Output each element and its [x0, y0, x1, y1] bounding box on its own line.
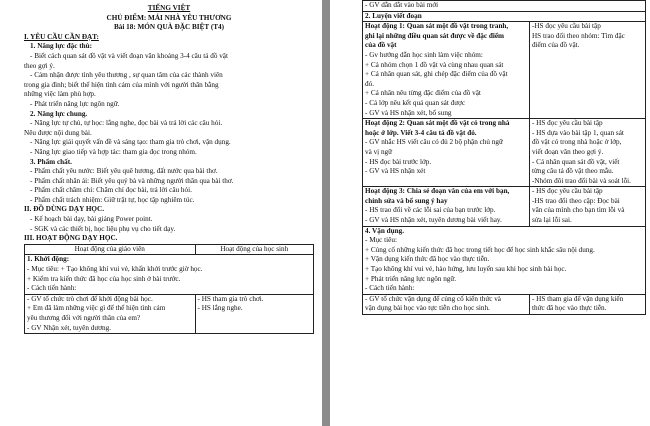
- text-line: - Phẩm chất chăm chỉ: Chăm chỉ đọc bài, trả lời câu hỏi.: [30, 186, 192, 195]
- cell-line: - Mục tiêu: + Tạo không khí vui vẻ, khấn khởi trước giờ học.: [27, 265, 203, 274]
- cell-line: + Cả nhóm chọn 1 đồ vật và cùng nhau quan sát: [365, 60, 504, 69]
- teacher-cell: [363, 119, 530, 187]
- table-header-row: [25, 244, 314, 255]
- student-cell: [529, 119, 645, 187]
- text-line: Nêu được nội dung bài.: [24, 128, 92, 137]
- left-lesson-table: [24, 244, 314, 334]
- cell-line: điểm của đồ vật.: [531, 41, 580, 50]
- cell-line: 4. Vận dụng.: [365, 226, 405, 235]
- cell-line: - HS tham gia để vận dụng kiến: [531, 294, 624, 303]
- text-line: III. HOẠT ĐỘNG DẠY HỌC.: [24, 234, 118, 243]
- text-line: Bài 18: MÓN QUÀ ĐẶC BIỆT (T4): [113, 23, 225, 32]
- cell-line: - GV và HS nhận xét, tuyên dương bài viết hay.: [365, 216, 502, 225]
- cell-line: -Nhóm đôi trao đổi bài và soát lỗi.: [531, 176, 631, 185]
- cell-line: - Mục tiêu:: [365, 236, 397, 245]
- table-row: [363, 226, 646, 294]
- cell-line: 1. Khởi động:: [27, 255, 70, 264]
- table-row: [25, 294, 314, 333]
- cell-line: -HS đọc yêu cầu bài tập: [531, 22, 601, 31]
- cell-line: thức đã học vào thực tiễn.: [531, 304, 607, 313]
- table-row: [363, 294, 646, 314]
- table-row: [363, 119, 646, 187]
- text-line: - Biết cách quan sát đồ vật và viết đoạn văn khoảng 3-4 câu tả đồ vật: [30, 51, 228, 60]
- cell-line: + Vận dụng kiến thức đã học vào thực tiễn.: [365, 255, 490, 264]
- table-row: [25, 255, 314, 294]
- cell-line: - GV Nhận xét, tuyên dương.: [27, 323, 112, 332]
- text-line: - Kế hoạch bài dạy, bài giảng Power point.: [30, 215, 153, 224]
- cell-line: - Cá nhân quan sát đồ vật, viết: [531, 157, 620, 166]
- header-teacher: Hoạt động của giáo viên: [25, 244, 196, 255]
- cell-line: - HS đọc yêu cầu bài tập: [531, 187, 603, 196]
- text-line: những việc làm phù hợp.: [24, 90, 96, 99]
- cell-line: - HS đọc bài trước lớp.: [365, 157, 432, 166]
- cell-line: + Cá nhân quan sát, ghi chép đặc điểm của đồ vật: [365, 70, 508, 79]
- cell-line: hoặc ở lớp. Viết 3-4 câu tả đồ vật đó.: [365, 128, 477, 137]
- cell-line: + Em đã làm những việc gì để thể hiện tình cảm: [27, 304, 166, 313]
- text-line: - Năng lực tự chủ, tự học: lắng nghe, đọc bài và trả lời các câu hỏi.: [30, 119, 223, 128]
- cell-line: viết đoạn văn theo gợi ý.: [531, 147, 604, 156]
- text-line: TIẾNG VIỆT: [147, 4, 191, 12]
- text-line: I. YÊU CẦU CẦN ĐẠT:: [24, 32, 99, 41]
- cell-line: từng câu tả đồ vật theo mẫu.: [531, 167, 614, 176]
- text-line: - Cảm nhận được tình yêu thương , sự quan tâm của các thành viên: [30, 71, 223, 80]
- cell-line: - GV dẫn dắt vào bài mới: [365, 1, 439, 9]
- cell-line: - GV và HS nhận xét: [365, 167, 426, 176]
- cell-line: đồ vật có trong nhà hoặc ở lớp,: [531, 138, 622, 147]
- cell-line: - Gv hướng dẫn học sinh làm việc nhóm:: [365, 50, 483, 59]
- cell-line: - Cả lớp nêu kết quả quan sát được: [365, 98, 466, 107]
- table-row: [363, 187, 646, 226]
- cell-line: -HS trao đổi theo cặp: Đọc bài: [531, 196, 620, 205]
- cell-line: HS trao đổi theo nhóm: Tìm đặc: [531, 31, 625, 40]
- cell-line: - GV tổ chức vận dụng để củng cố kiến thức và: [365, 294, 501, 303]
- cell-line: đó.: [365, 79, 374, 88]
- cell-line: + Kiểm tra kiến thức đã học của học sinh ở bài trước.: [27, 274, 181, 283]
- left-page: [0, 0, 322, 426]
- cell-line: - HS lắng nghe.: [197, 304, 243, 313]
- cell-line: - GV tổ chức trò chơi để khởi động bài học.: [27, 294, 153, 303]
- text-line: theo gợi ý.: [24, 61, 55, 70]
- teacher-cell: [25, 255, 314, 294]
- right-lesson-table: [362, 0, 646, 315]
- cell-line: + Cá nhân nêu từng đặc điểm của đồ vật: [365, 89, 481, 98]
- cell-line: - Cách tiến hành:: [365, 284, 415, 293]
- student-cell: [529, 294, 645, 314]
- cell-line: chỉnh sửa và bổ sung ý hay: [365, 196, 448, 205]
- cell-line: + Củng cố những kiến thức đã học trong tiết học để học sinh khắc sâu nội dung.: [365, 245, 595, 254]
- text-line: 2. Năng lực chung.: [30, 109, 88, 118]
- text-line: - Năng lực giải quyết vấn đề và sáng tạo: tham gia trò chơi, vận dụng.: [30, 138, 231, 147]
- text-line: - Phẩm chất yêu nước: Biết yêu quê hương, đất nước qua bài thơ.: [30, 167, 218, 176]
- header-student: Hoạt động của học sinh: [195, 244, 314, 255]
- teacher-cell: [363, 294, 530, 314]
- cell-line: - HS đọc yêu cầu bài tập: [531, 119, 603, 128]
- right-page: [330, 0, 650, 426]
- text-line: - Năng lực giao tiếp và hợp tác: tham gia đọc trong nhóm.: [30, 147, 197, 156]
- cell-line: Hoạt động 1: Quan sát một đồ vật trong tranh,: [365, 22, 509, 31]
- text-line: - Phẩm chất nhân ái: Biết yêu quý bà và những người thân qua bài thơ.: [30, 176, 234, 185]
- text-line: II. ĐỒ DÙNG DẠY HỌC.: [24, 205, 104, 214]
- cell-line: của đồ vật: [365, 41, 397, 50]
- text-line: - Phát triển năng lực ngôn ngữ.: [30, 99, 120, 108]
- cell-line: - HS tham gia trò chơi.: [197, 294, 264, 303]
- cell-line: Hoạt động 2: Quan sát một đồ vật có trong nhà: [365, 119, 510, 128]
- table-row: [363, 22, 646, 119]
- cell-line: sửa lại lỗi sai.: [531, 216, 572, 225]
- cell-line: văn của mình cho bạn tìm lỗi và: [531, 206, 625, 215]
- cell-line: vận dụng bài học vào tực tiễn cho học sinh.: [365, 304, 490, 313]
- teacher-cell: [363, 11, 646, 22]
- text-line: 1. Năng lực đặc thù:: [30, 42, 93, 51]
- teacher-cell: [25, 294, 196, 333]
- teacher-cell: [363, 226, 646, 294]
- student-cell: [529, 187, 645, 226]
- cell-line: yêu thương đối với người thân của em?: [27, 314, 141, 322]
- cell-line: - GV và HS nhận xét, bổ sung: [365, 108, 452, 117]
- table-row: [363, 1, 646, 12]
- student-cell: [529, 22, 645, 119]
- cell-line: ghi lại những điều quan sát được về đặc điểm: [365, 31, 505, 40]
- cell-line: 2. Luyện viết đoạn: [365, 11, 422, 20]
- cell-line: Hoạt động 3: Chia sẻ đoạn văn của em với bạn,: [365, 187, 510, 196]
- text-line: trong gia đình; biết thể hiện tình cảm của mình với người thân bằng: [24, 80, 219, 89]
- teacher-cell: [363, 22, 530, 119]
- text-line: - SGK và các thiết bị, học liệu phụ vụ cho tiết dạy.: [30, 224, 176, 233]
- table-row: [363, 11, 646, 22]
- teacher-cell: [363, 187, 530, 226]
- cell-line: - HS dựa vào bài tập 1, quan sát: [531, 128, 624, 137]
- cell-line: + Phát triển năng lực ngôn ngữ.: [365, 274, 457, 283]
- cell-line: - Cách tiến hành:: [27, 284, 77, 293]
- cell-line: - GV nhắc HS viết câu có đủ 2 bộ phận chủ ngữ: [365, 138, 503, 147]
- cell-line: - HS trao đổi về các lỗi sai của bạn trước lớp.: [365, 206, 496, 215]
- cell-line: và vị ngữ: [365, 147, 393, 156]
- text-line: 3. Phẩm chất.: [30, 157, 72, 166]
- left-text-block: [24, 4, 314, 244]
- student-cell: [195, 294, 314, 333]
- text-line: CHỦ ĐIỂM: MÁI NHÀ YÊU THƯƠNG: [106, 13, 232, 22]
- text-line: - Phẩm chất trách nhiệm: Giữ trật tự, học tập nghiêm túc.: [30, 195, 195, 204]
- cell-line: + Tạo không khí vui vẻ, hào hứng, lưu luyến sau khi học sinh bài học.: [365, 265, 567, 274]
- teacher-cell: [363, 1, 646, 12]
